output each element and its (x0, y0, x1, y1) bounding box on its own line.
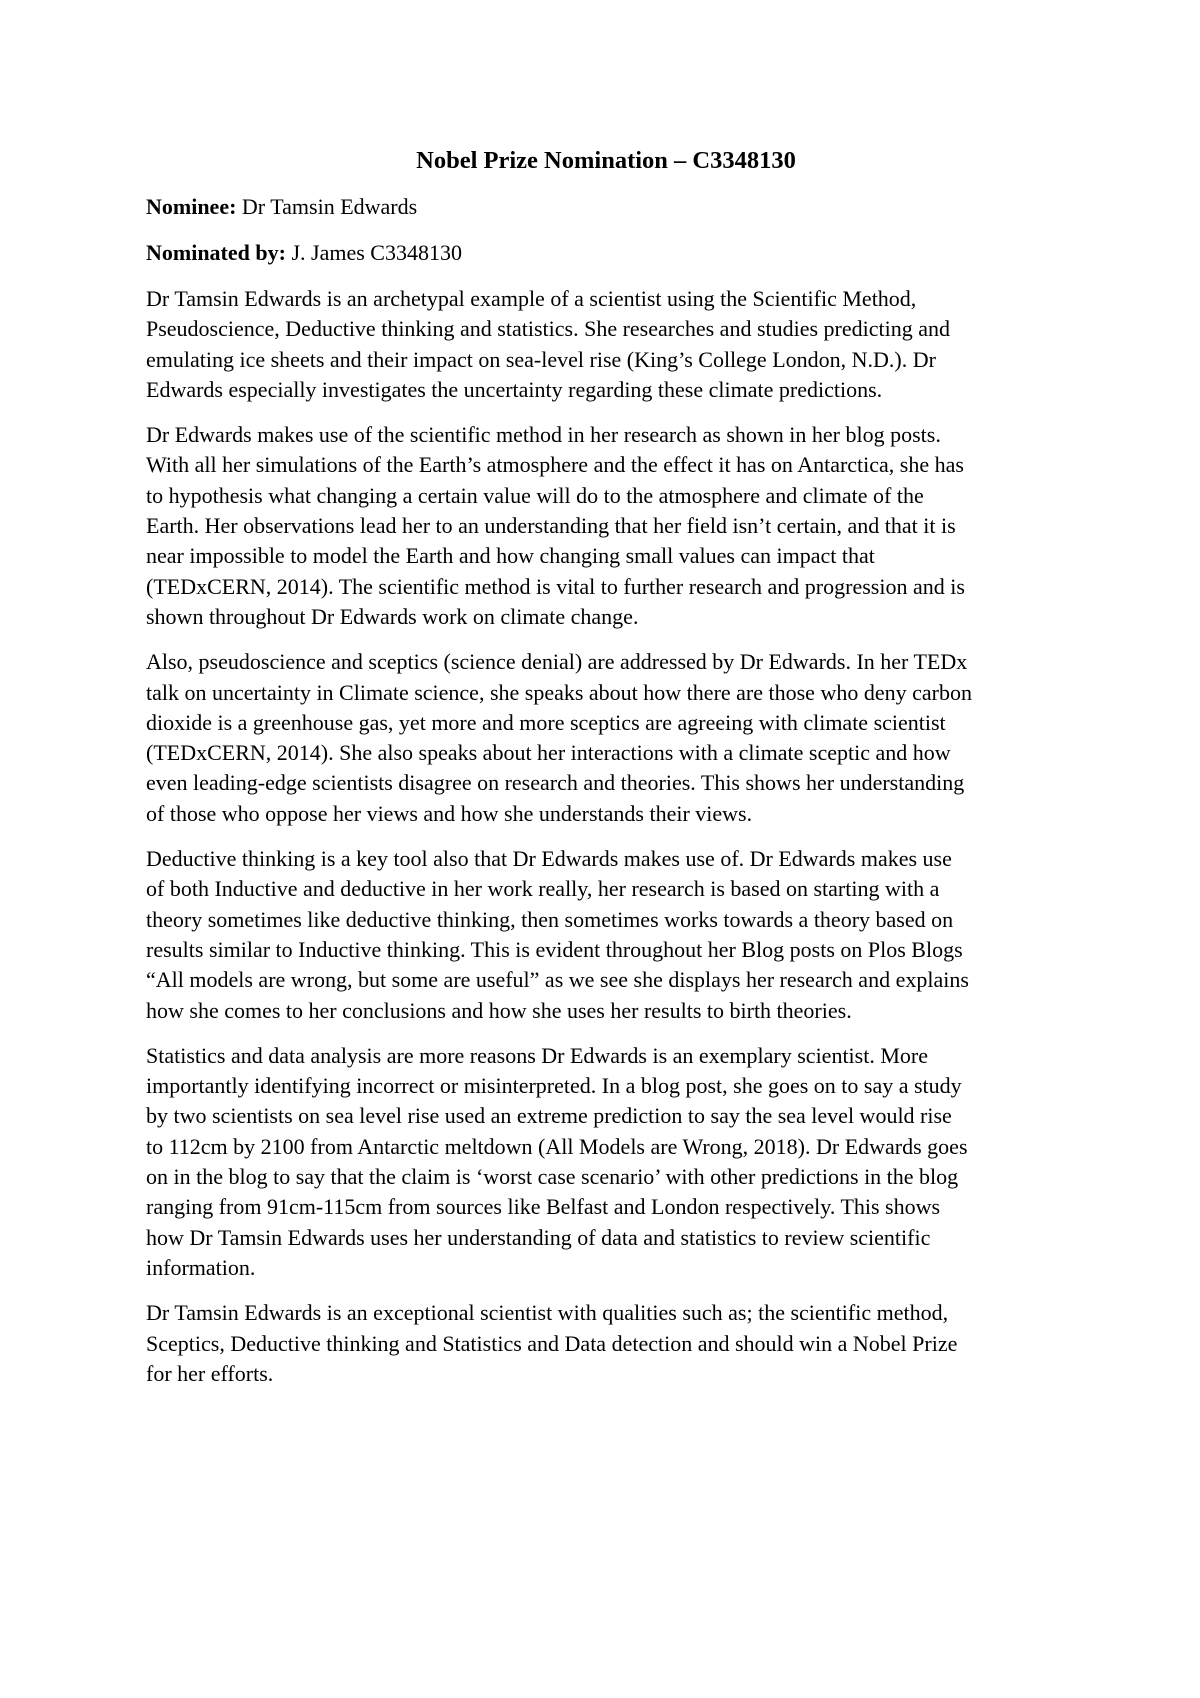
paragraph-line: theory sometimes like deductive thinking, then sometimes works towards a theory based on (146, 906, 954, 932)
paragraph-line: Earth. Her observations lead her to an understanding that her field isn’t certain, and that it is (146, 513, 956, 539)
nominee-value: Dr Tamsin Edwards (236, 194, 418, 219)
paragraph-line: importantly identifying incorrect or misinterpreted. In a blog post, she goes on to say a study (146, 1073, 962, 1099)
body-paragraph (146, 420, 1066, 632)
paragraph-line: Sceptics, Deductive thinking and Statistics and Data detection and should win a Nobel Prize (146, 1330, 958, 1356)
nominated-by-label: Nominated by: (146, 240, 286, 265)
paragraph-line: how Dr Tamsin Edwards uses her understanding of data and statistics to review scientific (146, 1224, 931, 1250)
paragraph-line: Dr Tamsin Edwards is an exceptional scientist with qualities such as; the scientific method, (146, 1300, 949, 1326)
body-paragraph (146, 647, 1066, 829)
nominee-label: Nominee: (146, 194, 237, 219)
body-paragraph (146, 1298, 1066, 1389)
body-paragraphs (146, 284, 1066, 1389)
paragraph-line: Statistics and data analysis are more reasons Dr Edwards is an exemplary scientist. More (146, 1042, 928, 1068)
paragraph-line: for her efforts. (146, 1360, 274, 1386)
paragraph-line: emulating ice sheets and their impact on sea-level rise (King’s College London, N.D.). Dr (146, 346, 936, 372)
paragraph-line: of both Inductive and deductive in her work really, her research is based on starting with a (146, 876, 940, 902)
paragraph-line: of those who oppose her views and how she understands their views. (146, 800, 753, 826)
paragraph-line: ranging from 91cm-115cm from sources like Belfast and London respectively. This shows (146, 1194, 941, 1220)
paragraph-line: Edwards especially investigates the uncertainty regarding these climate predictions. (146, 376, 883, 402)
paragraph-line: on in the blog to say that the claim is ‘worst case scenario’ with other predictions in the blog (146, 1164, 959, 1190)
paragraph-line: to hypothesis what changing a certain value will do to the atmosphere and climate of the (146, 482, 924, 508)
paragraph-line: Also, pseudoscience and sceptics (science denial) are addressed by Dr Edwards. In her TEDx (146, 649, 968, 675)
paragraph-line: even leading-edge scientists disagree on research and theories. This shows her understanding (146, 770, 965, 796)
paragraph-line: by two scientists on sea level rise used an extreme prediction to say the sea level would rise (146, 1103, 952, 1129)
document-title: Nobel Prize Nomination – C3348130 (416, 147, 796, 174)
paragraph-line: dioxide is a greenhouse gas, yet more and more sceptics are agreeing with climate scientist (146, 709, 946, 735)
paragraph-line: (TEDxCERN, 2014). The scientific method is vital to further research and progression and is (146, 573, 965, 599)
paragraph-line: With all her simulations of the Earth’s atmosphere and the effect it has on Antarctica, she has (146, 452, 964, 478)
paragraph-line: Dr Tamsin Edwards is an archetypal example of a scientist using the Scientific Method, (146, 286, 917, 311)
nominated-by-value: J. James C3348130 (285, 240, 462, 265)
nominated-by-line (146, 238, 1066, 268)
body-paragraph (146, 1041, 1066, 1283)
paragraph-line: Pseudoscience, Deductive thinking and statistics. She researches and studies predicting and (146, 316, 951, 342)
body-paragraph (146, 844, 1066, 1026)
paragraph-line: talk on uncertainty in Climate science, she speaks about how there are those who deny carbon (146, 679, 972, 705)
paragraph-line: to 112cm by 2100 from Antarctic meltdown (All Models are Wrong, 2018). Dr Edwards goes (146, 1133, 968, 1159)
paragraph-line: (TEDxCERN, 2014). She also speaks about her interactions with a climate sceptic and how (146, 740, 951, 766)
paragraph-line: information. (146, 1254, 256, 1280)
paragraph-line: results similar to Inductive thinking. This is evident throughout her Blog posts on Plos Blogs (146, 936, 963, 962)
document-body (146, 146, 1066, 1404)
paragraph-line: shown throughout Dr Edwards work on climate change. (146, 603, 639, 629)
paragraph-line: Deductive thinking is a key tool also that Dr Edwards makes use of. Dr Edwards makes use (146, 846, 952, 872)
paragraph-line: how she comes to her conclusions and how she uses her results to birth theories. (146, 997, 852, 1023)
nominee-line (146, 192, 1066, 222)
paragraph-line: “All models are wrong, but some are useful” as we see she displays her research and explains (146, 967, 969, 993)
body-paragraph (146, 284, 1066, 405)
paragraph-line: Dr Edwards makes use of the scientific method in her research as shown in her blog posts. (146, 422, 941, 448)
paragraph-line: near impossible to model the Earth and how changing small values can impact that (146, 543, 875, 569)
